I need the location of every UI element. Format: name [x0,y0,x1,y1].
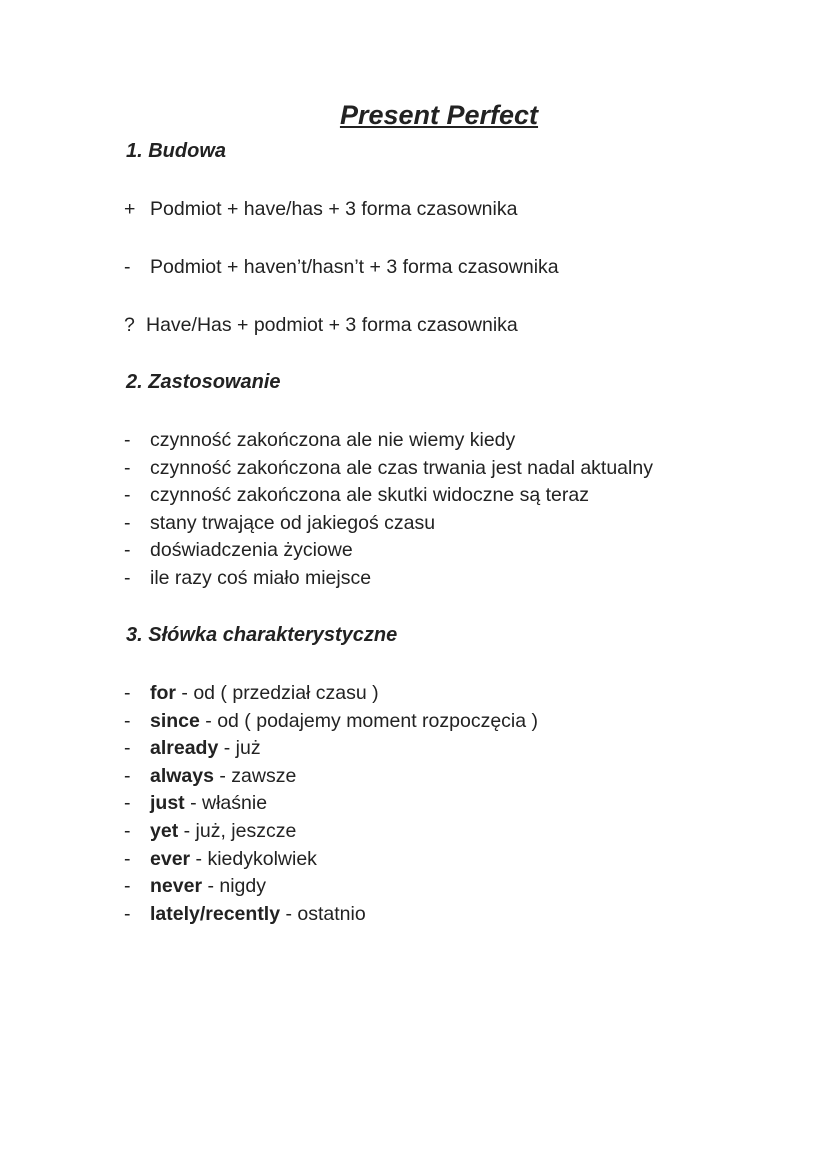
item-text: czynność zakończona ale czas trwania jest nadal aktualny [150,456,653,479]
section-heading: 1. Budowa [126,140,227,162]
term: always [150,764,214,787]
term: lately/recently [150,902,281,925]
page-title: Present Perfect [339,100,539,130]
list-item [124,792,267,815]
marker: - [124,682,131,704]
marker: ? [124,314,135,336]
list-item [124,484,589,507]
term: already [150,737,219,760]
item-text: - zawsze [213,764,297,787]
marker: - [124,709,131,732]
list-item [124,820,296,843]
marker: - [124,902,131,925]
item-text: - od ( podajemy moment rozpoczęcia ) [199,709,539,732]
item-text: - od ( przedział czasu ) [176,682,379,704]
marker: - [124,484,131,507]
item-text: Podmiot + have/has + 3 forma czasownika [150,198,518,220]
marker: - [124,256,131,278]
marker: - [124,511,131,534]
item-text: stany trwające od jakiegoś czasu [150,511,436,534]
marker: - [124,737,131,760]
item-text: - już [218,737,261,760]
list-item [124,198,517,221]
marker: - [124,875,131,898]
marker: - [124,764,131,787]
item-text: - kiedykolwiek [190,847,317,870]
item-text: Have/Has + podmiot + 3 forma czasownika [146,314,518,336]
item-text: - właśnie [184,792,268,815]
term: for [150,682,176,704]
item-text: czynność zakończona ale nie wiemy kiedy [150,429,516,451]
list-item [124,848,317,871]
item-text: - nigdy [202,875,266,898]
marker: - [124,539,131,562]
term: since [150,709,200,732]
item-text: czynność zakończona ale skutki widoczne są teraz [150,484,589,507]
section-heading: 2. Zastosowanie [126,371,281,393]
item-text: Podmiot + haven’t/hasn’t + 3 forma czasownika [150,256,559,278]
list-item [124,457,653,480]
list-item [124,512,435,535]
list-item [124,875,266,898]
list-item [124,682,379,705]
marker: - [124,820,131,842]
item-text: doświadczenia życiowe [150,539,353,562]
list-item [124,737,261,760]
list-item [124,429,515,452]
list-item [124,903,366,926]
marker: - [124,429,131,451]
item-text: - ostatnio [280,902,366,925]
section-heading: 3. Słówka charakterystyczne [126,624,398,646]
list-item [124,710,538,733]
marker: + [124,198,136,220]
list-item [124,539,353,562]
item-text: ile razy coś miało miejsce [150,567,372,589]
marker: - [124,792,131,815]
marker: - [124,847,131,870]
item-text: - już, jeszcze [178,820,297,842]
list-item [124,256,559,279]
list-item [124,567,371,590]
term: ever [150,847,191,870]
term: never [150,875,203,898]
marker: - [124,567,131,589]
list-item [124,765,296,788]
list-item [124,314,518,337]
term: yet [150,820,179,842]
marker: - [124,456,131,479]
term: just [150,792,185,815]
